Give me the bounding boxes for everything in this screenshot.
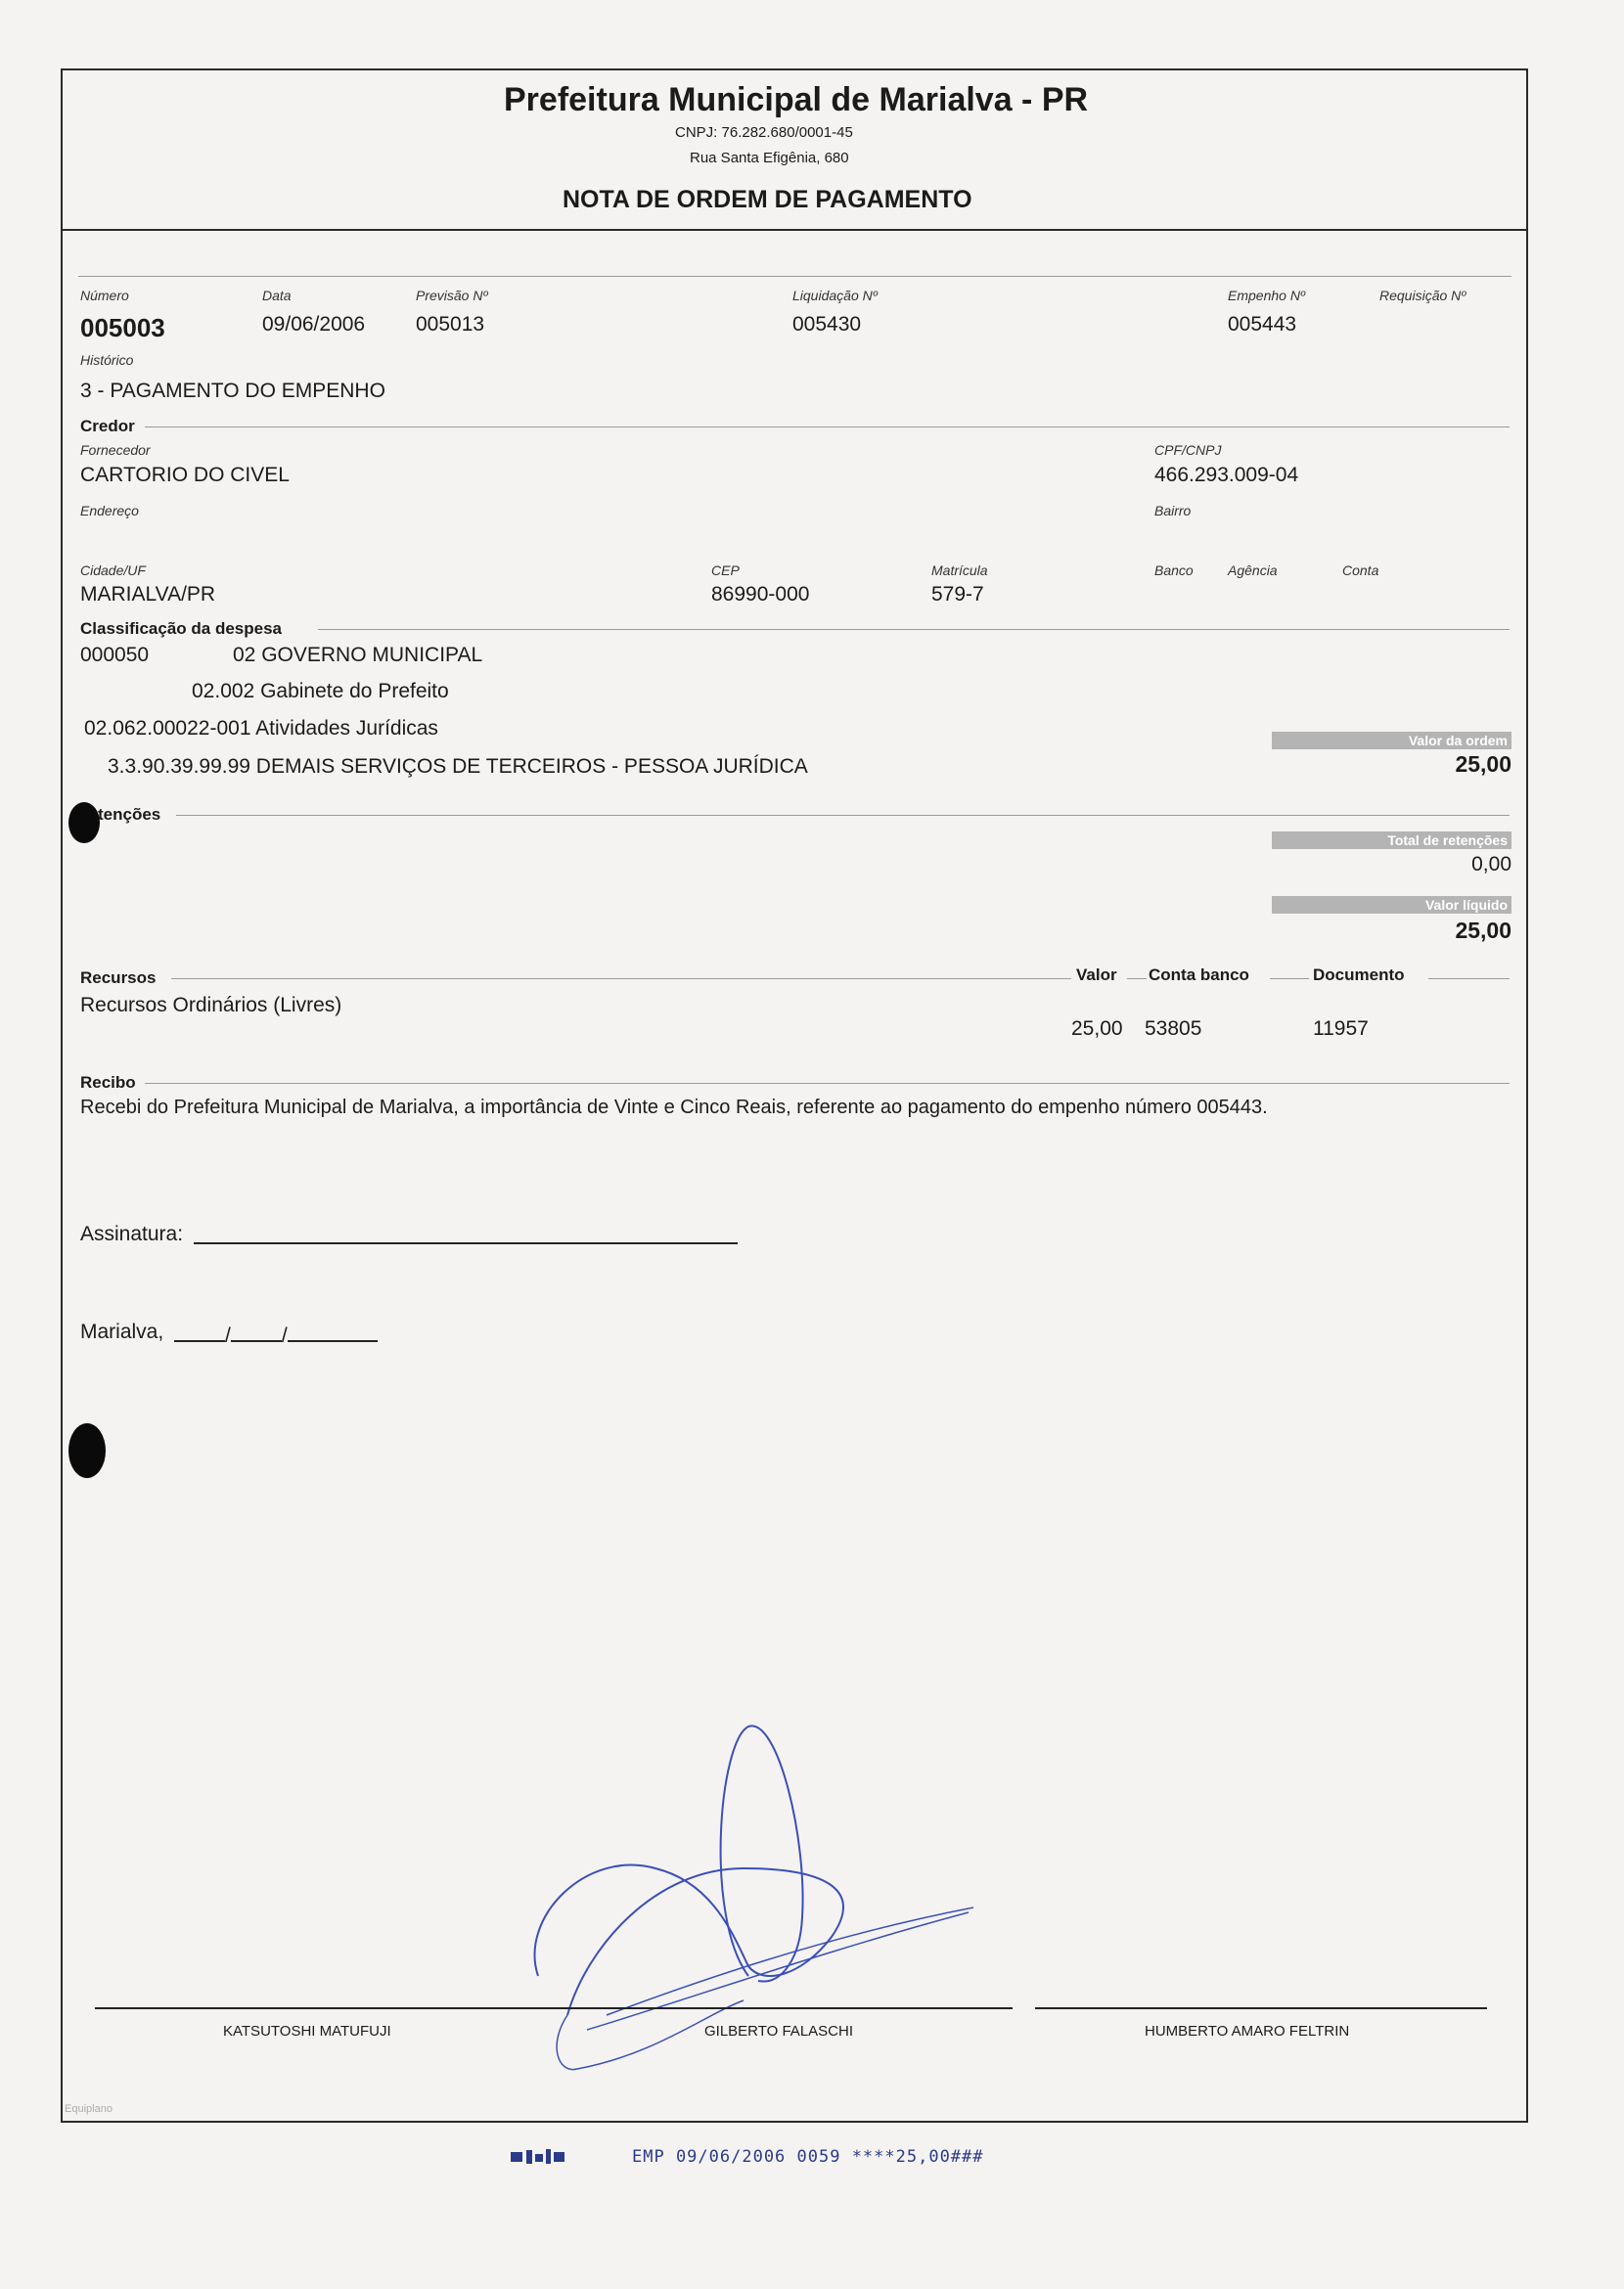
matricula-value: 579-7 (931, 583, 984, 606)
liquidacao-value: 005430 (792, 313, 862, 336)
cpf-value: 466.293.009-04 (1154, 464, 1299, 486)
punch-hole-top (68, 802, 100, 843)
assinatura-line (194, 1242, 738, 1244)
data-value: 09/06/2006 (262, 313, 366, 336)
signatory-3: HUMBERTO AMARO FELTRIN (1145, 2023, 1350, 2040)
bairro-label: Bairro (1154, 503, 1192, 518)
cpf-label: CPF/CNPJ (1154, 442, 1222, 458)
classificacao-unidade: 02.002 Gabinete do Prefeito (192, 680, 449, 702)
assinatura-label: Assinatura: (80, 1223, 184, 1245)
banco-label: Banco (1154, 562, 1194, 578)
recursos-rule-4 (1428, 978, 1510, 979)
recursos-fonte: Recursos Ordinários (Livres) (80, 994, 342, 1016)
recursos-rule-2 (1127, 978, 1147, 979)
valor-liquido-label: Valor líquido (1272, 896, 1511, 914)
signature-line-right (1035, 2007, 1487, 2009)
matricula-label: Matrícula (931, 562, 988, 578)
empenho-value: 005443 (1228, 313, 1297, 336)
conta-label: Conta (1342, 562, 1379, 578)
top-rule (78, 276, 1511, 277)
numero-value: 005003 (80, 313, 165, 342)
signature-line-left (95, 2007, 1013, 2009)
org-address: Rua Santa Efigênia, 680 (690, 150, 849, 166)
recursos-conta-header: Conta banco (1149, 965, 1249, 984)
year-blank (288, 1323, 378, 1342)
historico-label: Histórico (80, 352, 134, 368)
endereco-label: Endereço (80, 503, 139, 518)
classificacao-section-title: Classificação da despesa (80, 619, 283, 638)
software-watermark: Equiplano (65, 2103, 113, 2115)
credor-section-title: Credor (80, 417, 135, 435)
requisicao-label: Requisição Nº (1379, 288, 1466, 303)
recursos-rule-3 (1270, 978, 1309, 979)
org-title: Prefeitura Municipal de Marialva - PR (504, 81, 1089, 118)
punch-hole-bottom (68, 1423, 106, 1478)
retencoes-rule (176, 815, 1510, 816)
fornecedor-value: CARTORIO DO CIVEL (80, 464, 290, 486)
local-data-blanks: / / (174, 1323, 378, 1348)
recursos-documento-header: Documento (1313, 965, 1405, 984)
agencia-label: Agência (1228, 562, 1278, 578)
classificacao-rule (318, 629, 1510, 630)
cidade-label: Cidade/UF (80, 562, 146, 578)
recursos-conta: 53805 (1145, 1017, 1202, 1040)
day-blank (174, 1323, 225, 1342)
recibo-rule (145, 1083, 1510, 1084)
month-blank (231, 1323, 282, 1342)
historico-value: 3 - PAGAMENTO DO EMPENHO (80, 380, 385, 402)
total-retencoes-label: Total de retenções (1272, 831, 1511, 849)
recibo-text: Recebi do Prefeitura Municipal de Marialva, a importância de Vinte e Cinco Reais, referente ao pagamento do empenho número 005443. (80, 1097, 1268, 1118)
signatory-1: KATSUTOSHI MATUFUJI (223, 2023, 391, 2040)
classificacao-orgao: 02 GOVERNO MUNICIPAL (233, 644, 483, 666)
valor-liquido-value: 25,00 (1455, 918, 1511, 943)
signatory-2: GILBERTO FALASCHI (704, 2023, 853, 2040)
bank-logo-icon (509, 2146, 567, 2168)
previsao-value: 005013 (416, 313, 485, 336)
retencoes-section-title: tenções (98, 805, 161, 824)
empenho-label: Empenho Nº (1228, 288, 1306, 303)
classificacao-funcional: 02.062.00022-001 Atividades Jurídicas (84, 717, 438, 740)
recursos-valor-header: Valor (1076, 965, 1117, 984)
valor-ordem-value: 25,00 (1455, 751, 1511, 777)
total-retencoes-value: 0,00 (1471, 853, 1511, 875)
data-label: Data (262, 288, 292, 303)
classificacao-elemento: 3.3.90.39.99.99 DEMAIS SERVIÇOS DE TERCEIROS - PESSOA JURÍDICA (108, 755, 808, 778)
recursos-rule (171, 978, 1071, 979)
classificacao-code: 000050 (80, 644, 150, 666)
previsao-label: Previsão Nº (416, 288, 488, 303)
local-data-label: Marialva, (80, 1321, 164, 1343)
cep-label: CEP (711, 562, 740, 578)
recursos-documento: 11957 (1313, 1017, 1369, 1040)
fornecedor-label: Fornecedor (80, 442, 151, 458)
bank-stamp: EMP 09/06/2006 0059 ****25,00### (632, 2147, 984, 2167)
cep-value: 86990-000 (711, 583, 810, 606)
header-separator (61, 229, 1528, 231)
credor-rule (145, 426, 1510, 427)
recursos-section-title: Recursos (80, 968, 157, 987)
numero-label: Número (80, 288, 129, 303)
valor-ordem-label: Valor da ordem (1272, 732, 1511, 749)
document-title: NOTA DE ORDEM DE PAGAMENTO (563, 186, 972, 213)
recursos-valor: 25,00 (1071, 1017, 1123, 1040)
org-cnpj: CNPJ: 76.282.680/0001-45 (675, 124, 853, 141)
recibo-section-title: Recibo (80, 1073, 136, 1092)
liquidacao-label: Liquidação Nº (792, 288, 878, 303)
cidade-value: MARIALVA/PR (80, 583, 216, 606)
